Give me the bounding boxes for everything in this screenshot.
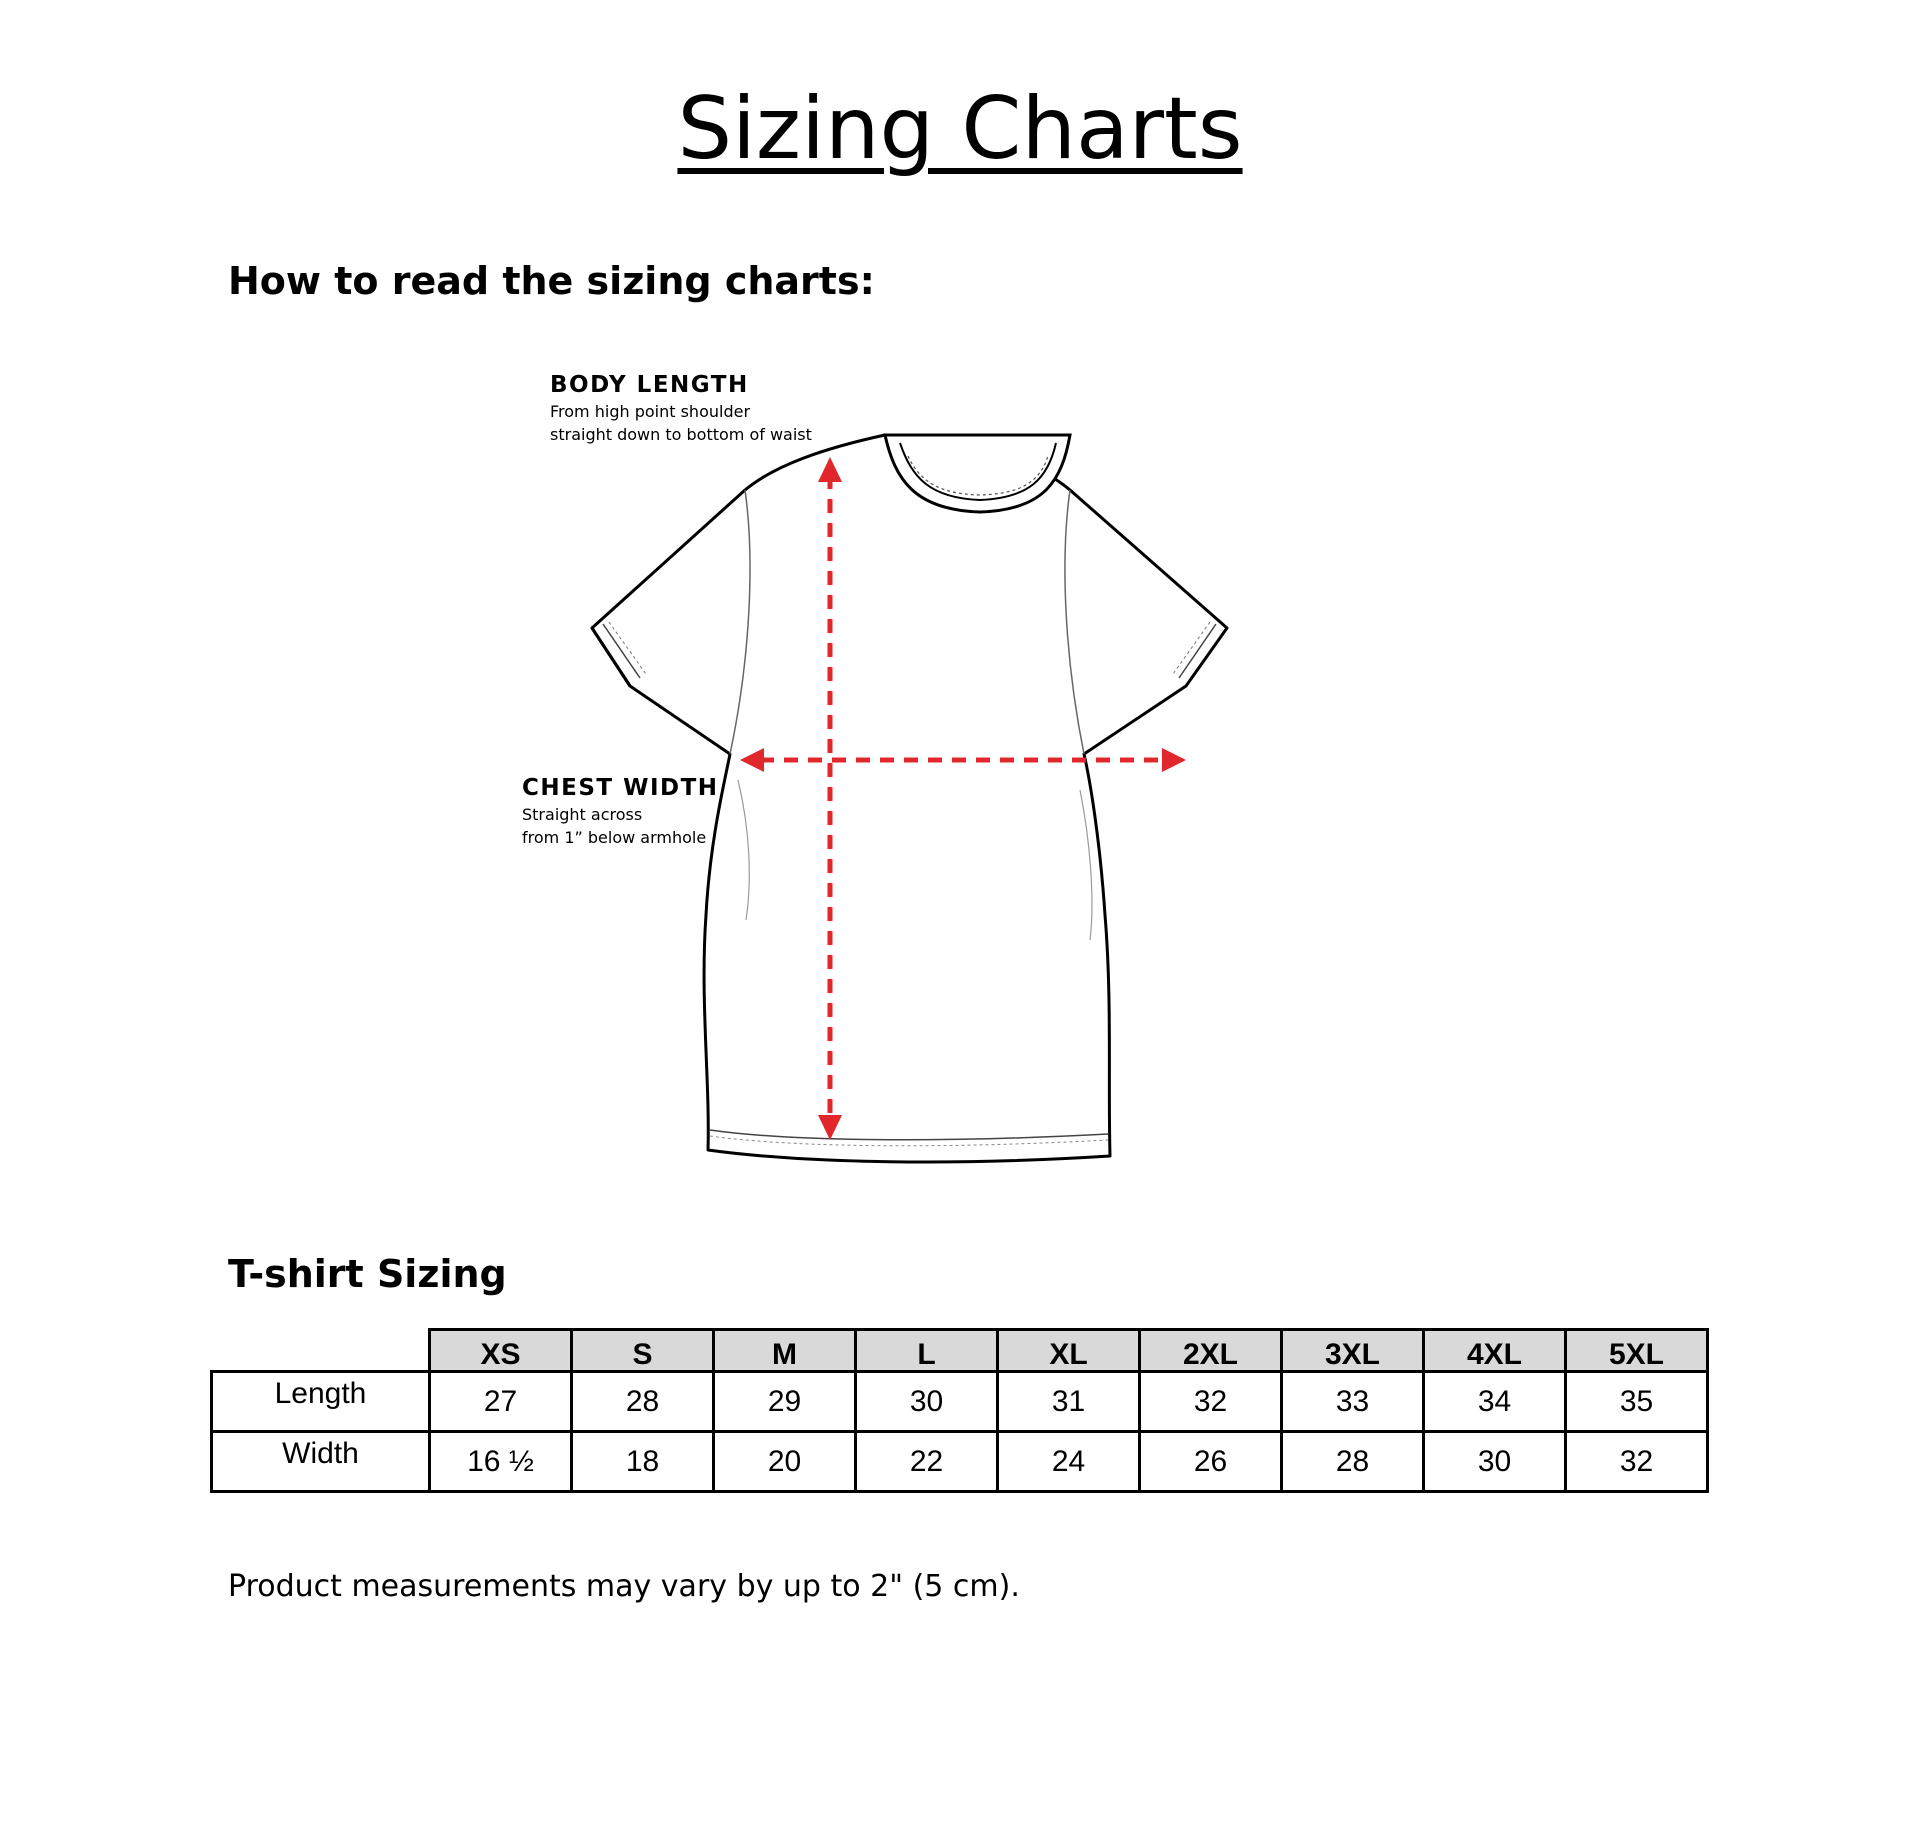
chest-width-line2: from 1” below armhole bbox=[522, 827, 707, 847]
table-cell: 30 bbox=[856, 1372, 998, 1432]
chest-width-line1: Straight across bbox=[522, 804, 643, 824]
how-to-heading: How to read the sizing charts: bbox=[228, 259, 875, 303]
chest-width-label bbox=[522, 775, 719, 849]
table-cell: 20 bbox=[714, 1432, 856, 1492]
table-cell: 33 bbox=[1282, 1372, 1424, 1432]
size-header-3xl: 3XL bbox=[1282, 1330, 1424, 1372]
size-header-l: L bbox=[856, 1330, 998, 1372]
t-shirt-icon bbox=[500, 360, 1380, 1180]
table-cell: 24 bbox=[998, 1432, 1140, 1492]
table-row bbox=[212, 1432, 1708, 1492]
table-cell: 35 bbox=[1566, 1372, 1708, 1432]
chest-width-arrowhead-right bbox=[1162, 748, 1186, 772]
size-table bbox=[210, 1328, 1709, 1493]
size-header-m: M bbox=[714, 1330, 856, 1372]
table-row bbox=[212, 1372, 1708, 1432]
table-cell: 26 bbox=[1140, 1432, 1282, 1492]
size-header-xs: XS bbox=[430, 1330, 572, 1372]
body-length-heading: BODY LENGTH bbox=[550, 372, 749, 398]
table-cell: 32 bbox=[1566, 1432, 1708, 1492]
table-cell: 22 bbox=[856, 1432, 998, 1492]
size-header-xl: XL bbox=[998, 1330, 1140, 1372]
measurement-note: Product measurements may vary by up to 2" (5 cm). bbox=[228, 1569, 1020, 1604]
size-header-s: S bbox=[572, 1330, 714, 1372]
row-label-width: Width bbox=[212, 1432, 430, 1492]
chest-width-heading: CHEST WIDTH bbox=[522, 775, 719, 801]
size-header-4xl: 4XL bbox=[1424, 1330, 1566, 1372]
page-title: Sizing Charts bbox=[677, 79, 1243, 179]
header-blank-cell bbox=[212, 1330, 430, 1372]
table-cell: 16 ½ bbox=[430, 1432, 572, 1492]
body-length-label bbox=[550, 372, 812, 446]
table-cell: 30 bbox=[1424, 1432, 1566, 1492]
table-cell: 27 bbox=[430, 1372, 572, 1432]
size-header-2xl: 2XL bbox=[1140, 1330, 1282, 1372]
table-cell: 28 bbox=[572, 1372, 714, 1432]
table-cell: 32 bbox=[1140, 1372, 1282, 1432]
tshirt-sizing-heading: T-shirt Sizing bbox=[228, 1252, 507, 1296]
table-cell: 28 bbox=[1282, 1432, 1424, 1492]
table-cell: 29 bbox=[714, 1372, 856, 1432]
body-length-line1: From high point shoulder bbox=[550, 401, 751, 421]
tshirt-diagram bbox=[500, 360, 1380, 1180]
size-header-row bbox=[212, 1330, 1708, 1372]
row-label-length: Length bbox=[212, 1372, 430, 1432]
table-cell: 31 bbox=[998, 1372, 1140, 1432]
table-cell: 18 bbox=[572, 1432, 714, 1492]
table-cell: 34 bbox=[1424, 1372, 1566, 1432]
body-length-line2: straight down to bottom of waist bbox=[550, 424, 812, 444]
size-header-5xl: 5XL bbox=[1566, 1330, 1708, 1372]
